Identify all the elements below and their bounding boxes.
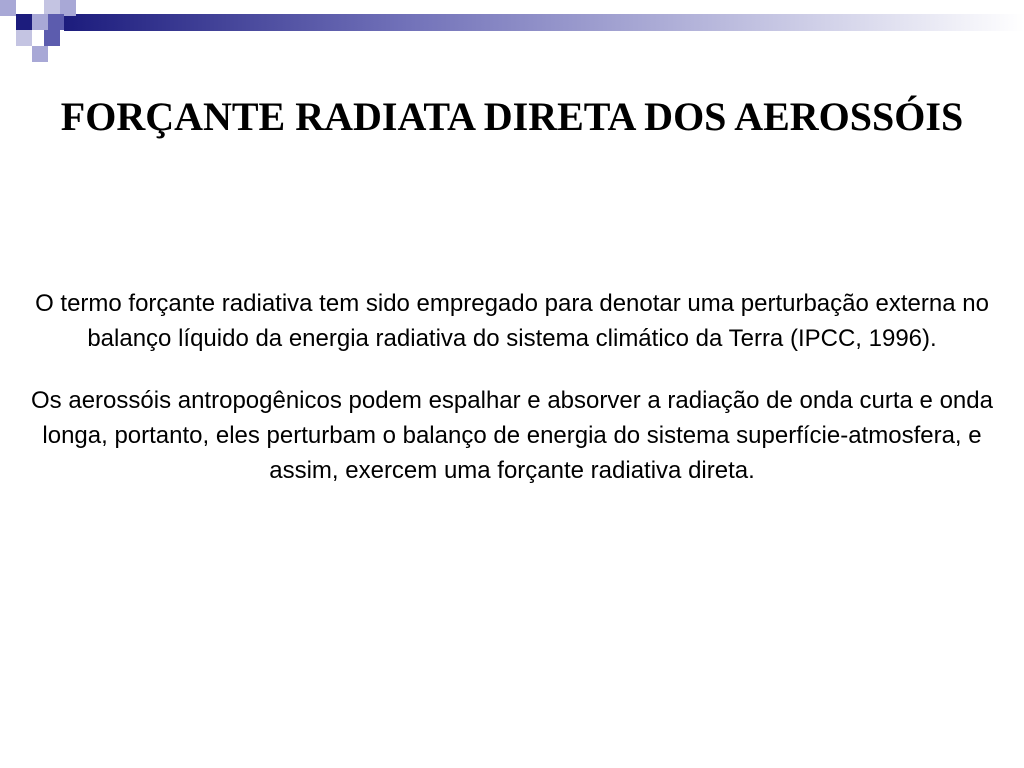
decor-square [32,46,48,62]
slide-title: FORÇANTE RADIATA DIRETA DOS AEROSSÓIS [60,94,964,139]
decor-square [44,30,60,46]
decor-square [0,0,16,16]
corner-decoration [0,0,1024,70]
header-gradient-bar [64,14,1024,31]
decor-square [32,14,48,30]
decor-square [48,14,64,30]
paragraph: O termo forçante radiativa tem sido empregado para denotar uma perturbação externa no balanço líquido da energia radiativa do sistema climático da Terra (IPCC, 1996). [35,290,989,352]
decor-square [44,0,60,16]
decor-square [16,14,32,30]
slide-body [30,286,994,488]
paragraph: Os aerossóis antropogênicos podem espalhar e absorver a radiação de onda curta e onda longa, portanto, eles perturbam o balanço de energia do sistema superfície-atmosfera, e assim, exercem uma forçante radiativa direta. [31,387,993,484]
decor-square [60,0,76,16]
decor-square [16,30,32,46]
